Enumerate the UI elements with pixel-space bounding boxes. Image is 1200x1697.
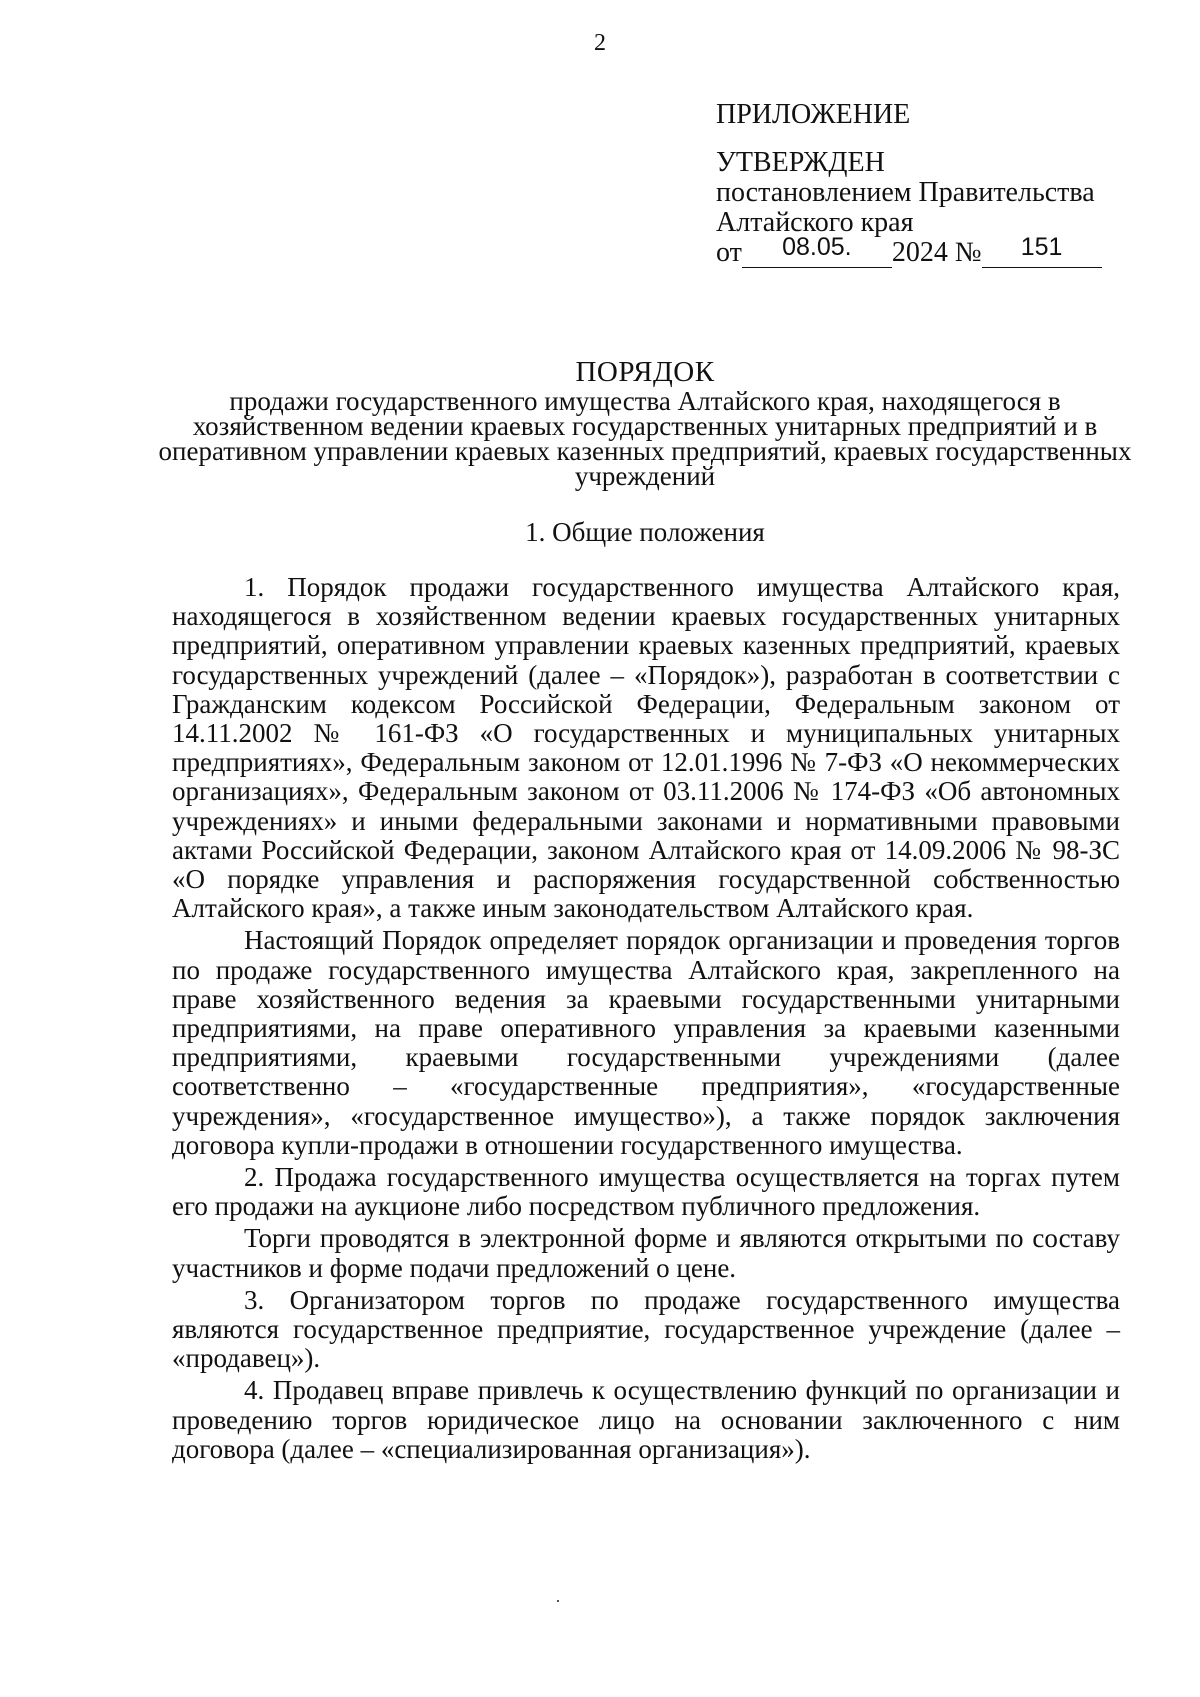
- approval-region-line: Алтайского края: [716, 207, 914, 238]
- paragraph-4: Торги проводятся в электронной форме и являются открытыми по составу участников и форме подачи предложений о цене.: [172, 1223, 1120, 1283]
- from-label: от: [716, 237, 742, 268]
- handwritten-number: 151: [1020, 233, 1063, 261]
- paragraph-5: 3. Организатором торгов по продаже государственного имущества являются государственное предприятие, государственное учреждение (далее – «продавец»).: [172, 1284, 1120, 1374]
- section-body: [172, 573, 1120, 1467]
- number-field: [982, 233, 1102, 268]
- document-title-block: [150, 356, 1140, 491]
- approval-date-line: [716, 233, 1176, 268]
- approved-label: УТВЕРЖДЕН: [716, 147, 885, 178]
- document-subtitle: продажи государственного имущества Алтайского края, находящегося в хозяйственном ведении краевых государственных унитарных предприятий и в оперативном управлении краевых казенных предприятий, краевых государственных учреждений: [158, 386, 1132, 491]
- page-number: 2: [594, 30, 606, 56]
- paragraph-3: 2. Продажа государственного имущества осуществляется на торгах путем его продажи на аукционе либо посредством публичного предложения.: [172, 1162, 1120, 1222]
- section-heading: 1. Общие положения: [525, 517, 765, 547]
- handwritten-date: 08.05.: [782, 233, 852, 261]
- paragraph-6: 4. Продавец вправе привлечь к осуществлению функций по организации и проведению торгов юридическое лицо на основании заключенного с ним договора (далее – «специализированная организация»).: [172, 1375, 1120, 1464]
- appendix-heading: ПРИЛОЖЕНИЕ: [716, 99, 911, 130]
- document-title: ПОРЯДОК: [575, 356, 715, 388]
- approval-block: [716, 100, 1176, 268]
- date-field: [742, 233, 892, 268]
- paragraph-2: Настоящий Порядок определяет порядок организации и проведения торгов по продаже государственного имущества Алтайского края, закрепленного на праве хозяйственного ведения за краевыми государственными унитарными предприятиями, на праве оперативного управления за краевыми казенными предприятиями, краевыми государственными учреждениями (далее соответственно – «государственные предприятия», «государственные учреждения», «государственное имущество»), а также порядок заключения договора купли-продажи в отношении государственного имущества.: [172, 925, 1120, 1160]
- approval-authority-line: постановлением Правительства: [716, 177, 1095, 208]
- year-number-label: 2024 №: [891, 237, 982, 268]
- scan-speck: [557, 1600, 559, 1602]
- paragraph-1: 1. Порядок продажи государственного имущества Алтайского края, находящегося в хозяйственном ведении краевых государственных унитарных предприятий, оперативном управлении краевых казенных предприятий, краевых государственных учреждений (далее – «Порядок»), разработан в соответствии с Гражданским кодексом Российской Федерации, Федеральным законом от 14.11.2002 № 161-ФЗ «О государственных и муниципальных унитарных предприятиях», Федеральным законом от 12.01.1996 № 7-ФЗ «О некоммерческих организациях», Федеральным законом от 03.11.2006 № 174-ФЗ «Об автономных учреждениях» и иными федеральными законами и нормативными правовыми актами Российской Федерации, законом Алтайского края от 14.09.2006 № 98-ЗС «О порядке управления и распоряжения государственной собственностью Алтайского края», а также иным законодательством Алтайского края.: [172, 572, 1120, 924]
